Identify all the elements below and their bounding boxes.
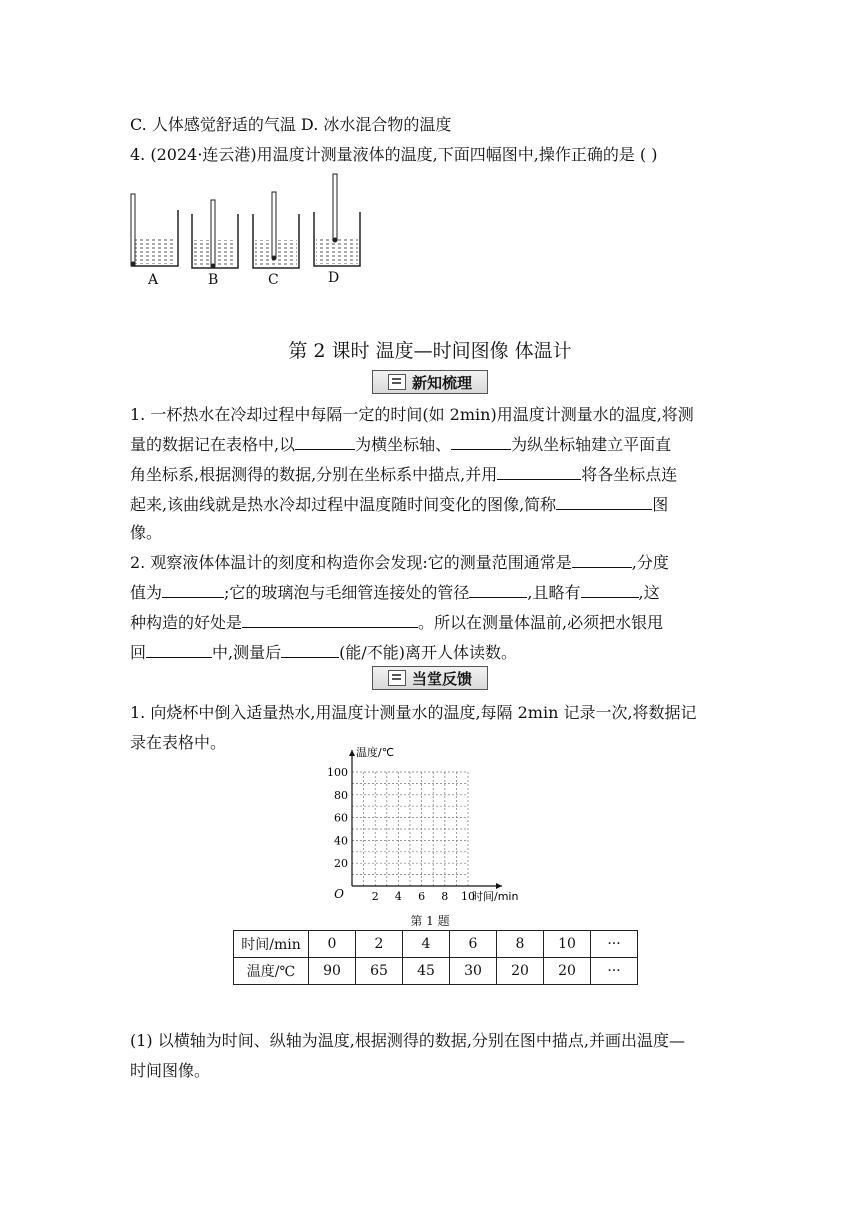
table-cell: 20 (544, 958, 591, 985)
knowledge-p1-line2 (130, 432, 671, 455)
text: ;它的玻璃泡与毛细管连接处的管径 (224, 583, 470, 602)
table-cell: 8 (497, 931, 544, 958)
knowledge-p2-line3 (130, 610, 663, 633)
y-axis-label: 温度/℃ (356, 746, 395, 759)
x-tick-label: 2 (371, 890, 379, 903)
text: 量的数据记在表格中,以 (130, 435, 296, 454)
knowledge-p1-line1: 1. 一杯热水在冷却过程中每隔一定的时间(如 2min)用温度计测量水的温度,将测 (130, 405, 694, 424)
text: 值为 (130, 583, 163, 602)
text: 种构造的好处是 (130, 613, 243, 632)
y-axis-arrow (349, 750, 355, 756)
temperature-time-grid (322, 744, 542, 904)
knowledge-p2-line4 (130, 640, 517, 663)
table-header-temp: 温度/℃ (234, 958, 309, 985)
knowledge-p2-line2 (130, 580, 660, 603)
beaker-label-c: C (268, 272, 279, 288)
table-cell: 2 (356, 931, 403, 958)
text: ,分度 (631, 553, 669, 572)
table-cell: 90 (309, 958, 356, 985)
text: 。所以在测量体温前,必须把水银甩 (418, 613, 664, 632)
y-tick-label: 60 (334, 811, 348, 825)
fill-blank[interactable] (162, 583, 224, 598)
table-cell: 6 (450, 931, 497, 958)
table-cell: 0 (309, 931, 356, 958)
y-tick-label: 100 (327, 766, 348, 779)
feedback-q1-line2: 录在表格中。 (130, 733, 227, 752)
fill-blank[interactable] (146, 643, 212, 658)
table-cell: 45 (403, 958, 450, 985)
question-4: 4. (2024·连云港)用温度计测量液体的温度,下面四幅图中,操作正确的是 ( ) (130, 145, 658, 164)
text: ,这 (638, 583, 660, 602)
figure-caption: 第 1 题 (410, 914, 450, 928)
table-cell: 65 (356, 958, 403, 985)
text: 起来,该曲线就是热水冷却过程中温度随时间变化的图像,简称 (130, 495, 557, 514)
table-cell: ··· (591, 958, 638, 985)
x-tick-label: 10 (461, 890, 475, 903)
section-title: 第 2 课时 温度—时间图像 体温计 (288, 340, 572, 362)
x-tick-label: 8 (441, 890, 449, 903)
knowledge-p2-line1 (130, 550, 669, 573)
table-cell: ··· (591, 931, 638, 958)
x-tick-label: 4 (394, 890, 402, 903)
knowledge-p1-line3 (130, 462, 677, 485)
text: ,且略有 (527, 583, 581, 602)
fill-blank[interactable] (242, 613, 418, 628)
fill-blank[interactable] (295, 435, 355, 450)
fill-blank[interactable] (556, 495, 652, 510)
feedback-sub-1-line1: (1) 以横轴为时间、纵轴为温度,根据测得的数据,分别在图中描点,并画出温度— (130, 1031, 686, 1050)
x-axis-label: 时间/min (472, 890, 519, 903)
table-row (234, 931, 638, 958)
text: 将各坐标点连 (581, 465, 678, 484)
table-cell: 10 (544, 931, 591, 958)
text: 中,测量后 (212, 643, 282, 662)
badge-label: 当堂反馈 (411, 669, 472, 688)
beaker-label-d: D (328, 270, 340, 286)
text: (能/不能)离开人体读数。 (339, 643, 517, 662)
table-header-time: 时间/min (234, 931, 309, 958)
y-tick-label: 40 (334, 834, 348, 848)
beaker-d (314, 174, 360, 266)
beaker-b (192, 200, 238, 269)
beaker-c (253, 192, 299, 268)
knowledge-p1-line4 (130, 492, 668, 515)
fill-blank[interactable] (451, 435, 511, 450)
feedback-q1-line1: 1. 向烧杯中倒入适量热水,用温度计测量水的温度,每隔 2min 记录一次,将数据记 (130, 703, 697, 722)
text: 角坐标系,根据测得的数据,分别在坐标系中描点,并用 (130, 465, 498, 484)
text: 为横坐标轴、 (355, 435, 452, 454)
table-cell: 20 (497, 958, 544, 985)
table-cell: 30 (450, 958, 497, 985)
beaker-label-b: B (208, 272, 219, 288)
text: 2. 观察液体体温计的刻度和构造你会发现:它的测量范围通常是 (130, 553, 572, 572)
option-line: C. 人体感觉舒适的气温 D. 冰水混合物的温度 (130, 115, 452, 134)
text: 为纵坐标轴建立平面直 (511, 435, 672, 454)
origin-label: O (334, 887, 344, 901)
y-tick-label: 80 (334, 788, 348, 802)
beaker-label-a: A (148, 272, 159, 288)
text: 回 (130, 643, 147, 662)
feedback-icon (388, 670, 406, 686)
badge-feedback (372, 666, 488, 690)
badge-new-knowledge (372, 370, 488, 394)
fill-blank[interactable] (572, 553, 632, 568)
data-table (233, 930, 638, 985)
knowledge-p1-line5: 像。 (130, 523, 163, 542)
table-row (234, 958, 638, 985)
fill-blank[interactable] (469, 583, 527, 598)
x-tick-label: 6 (418, 890, 426, 903)
book-icon (388, 374, 406, 390)
fill-blank[interactable] (497, 465, 581, 480)
badge-label: 新知梳理 (411, 373, 472, 392)
text: 图 (652, 495, 669, 514)
fill-blank[interactable] (581, 583, 639, 598)
fill-blank[interactable] (281, 643, 339, 658)
table-cell: 4 (403, 931, 450, 958)
beaker-a (131, 194, 179, 267)
feedback-sub-1-line2: 时间图像。 (130, 1061, 211, 1080)
y-tick-label: 20 (334, 857, 348, 871)
x-axis-arrow (496, 883, 502, 889)
